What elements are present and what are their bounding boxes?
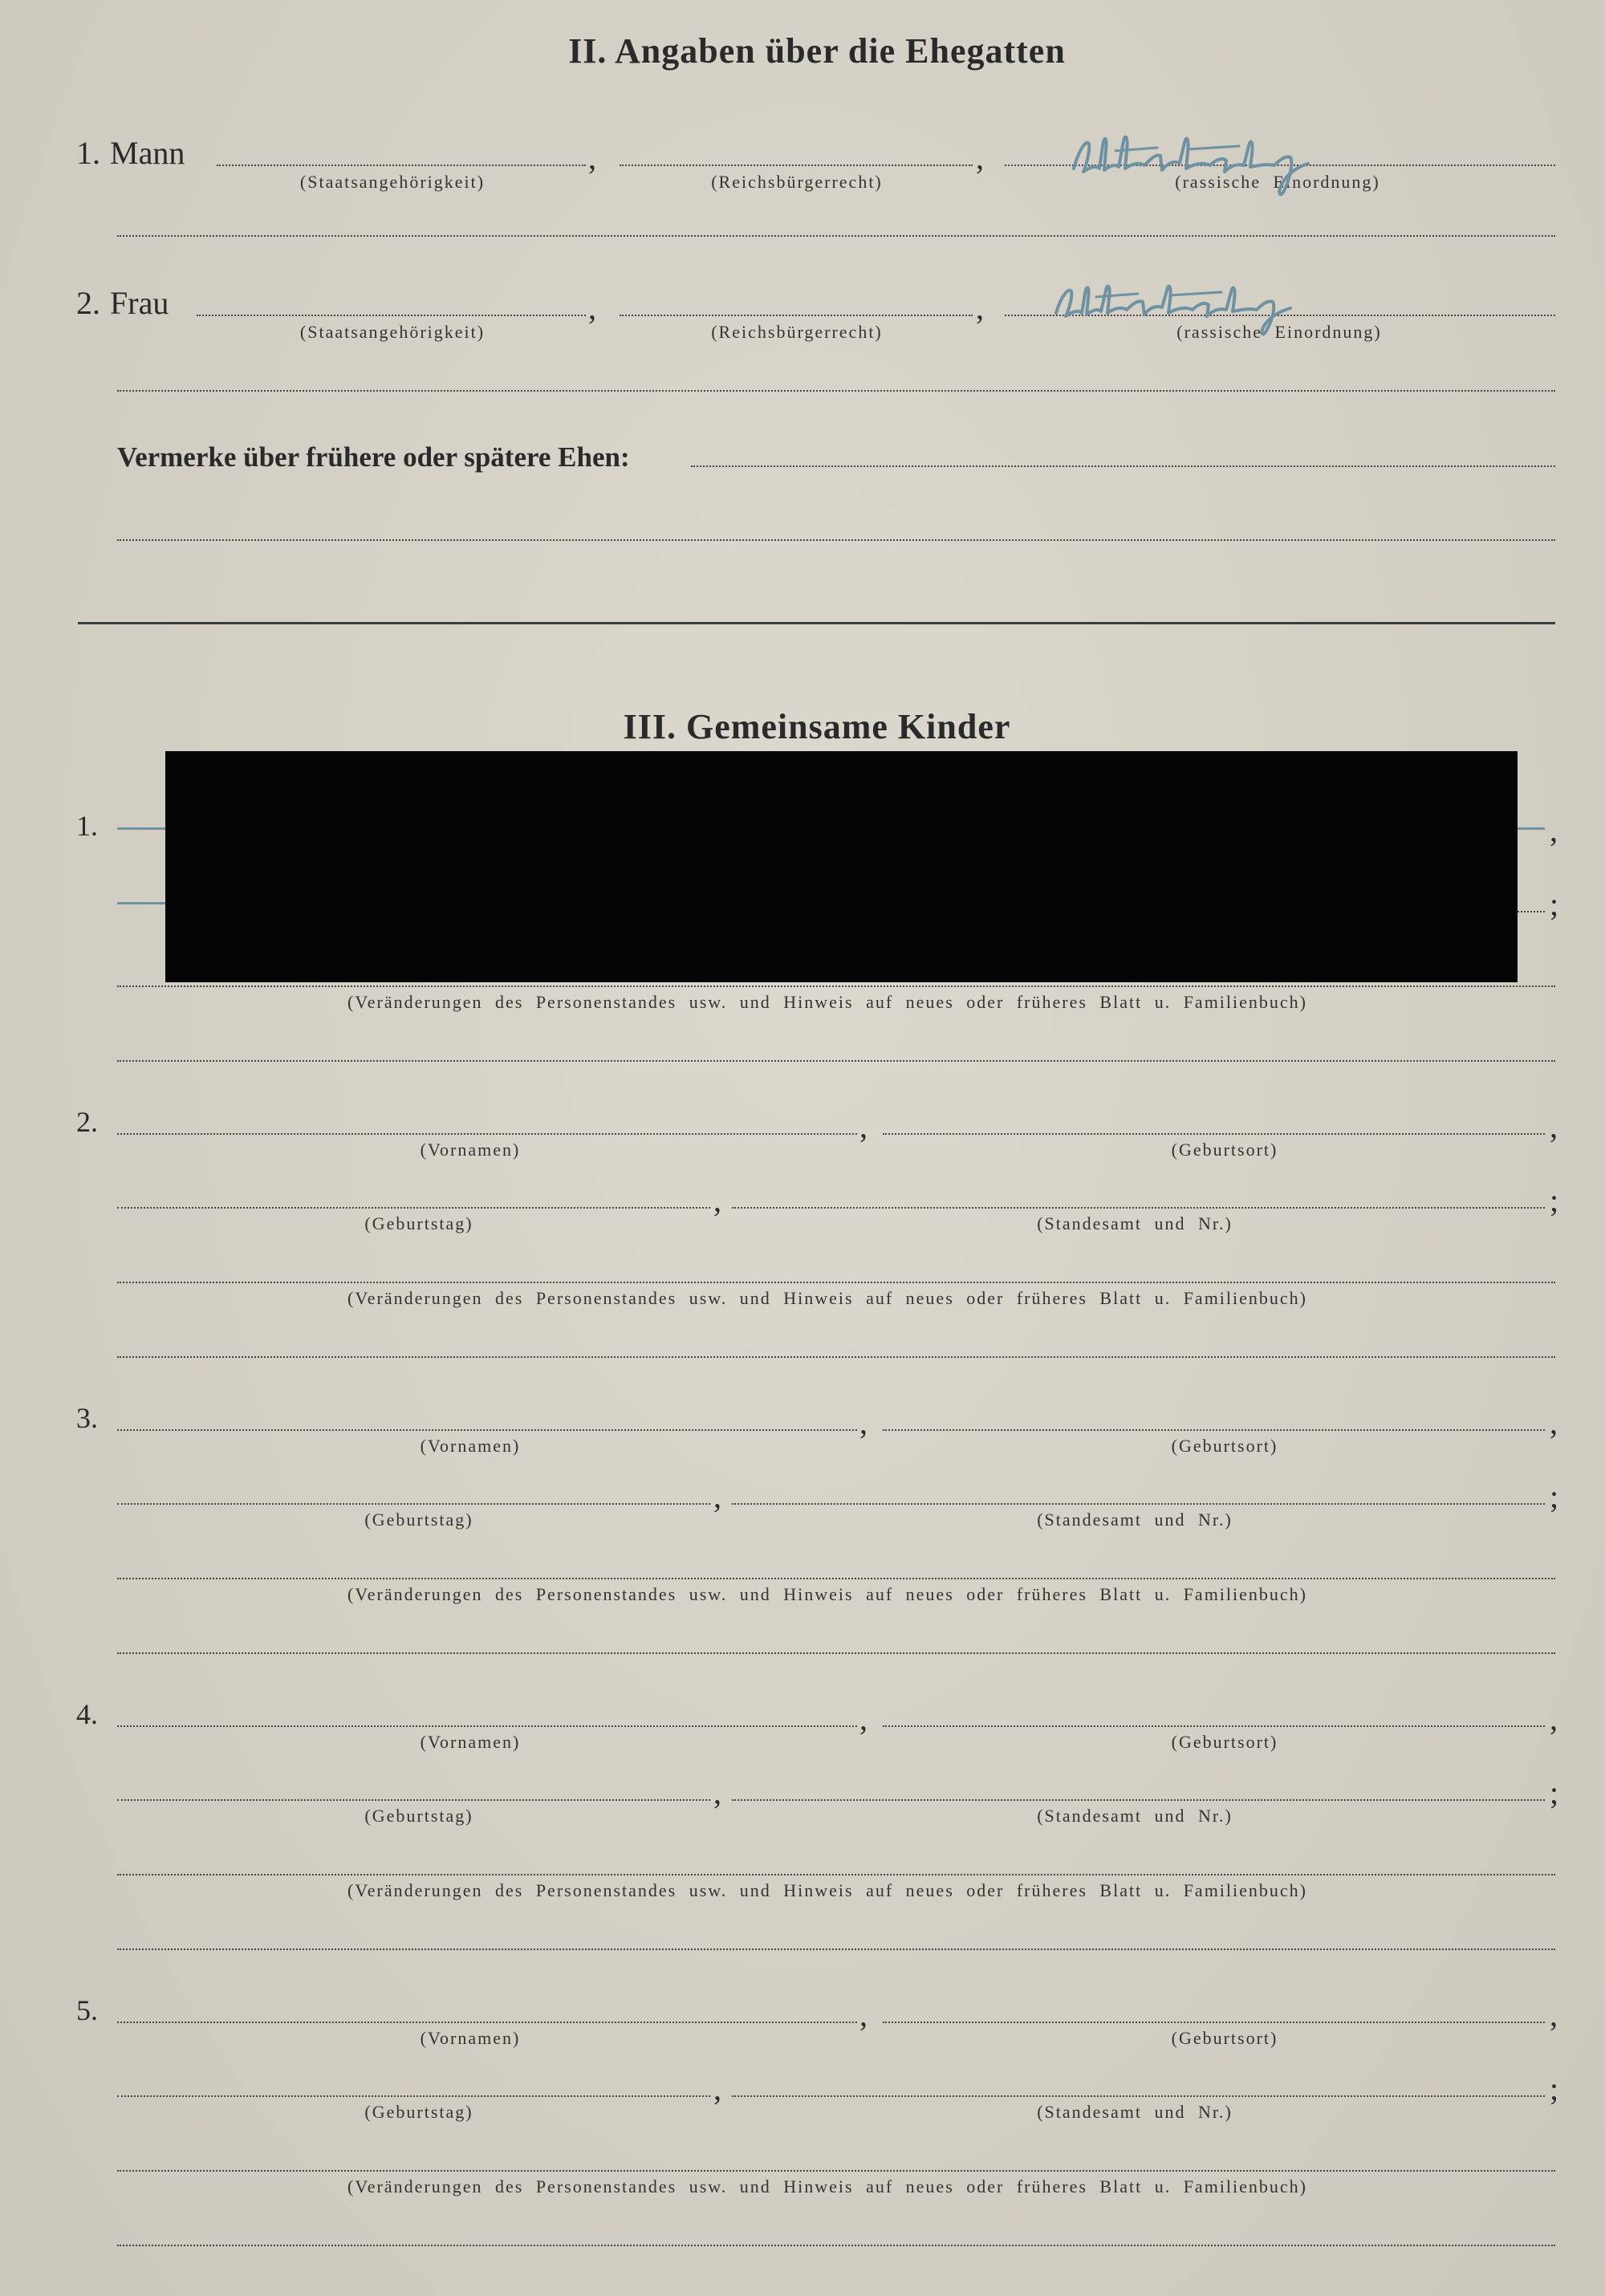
child-5-birthplace-label: (Geburtsort) [1171,2028,1278,2048]
child-5-changes-field [117,2170,1555,2172]
child-3-comma-3: , [713,1478,721,1514]
husband-citizenship-label: (Staatsangehörigkeit) [299,172,486,192]
child-5-comma-1: , [859,1997,868,2033]
child-2-extra-line [117,1356,1555,1358]
husband-extra-line [117,235,1555,237]
child-3-birthplace-label: (Geburtsort) [1171,1436,1278,1456]
child-5-birth-date-field [117,2095,710,2097]
child-2-semicolon: ; [1550,1182,1559,1218]
child-1-pencil-stroke-3 [1518,827,1545,830]
child-5-semicolon: ; [1550,2070,1559,2107]
marriage-notes-field [691,465,1555,467]
child-4-given-names-label: (Vornamen) [420,1732,521,1752]
child-1-changes-label: (Veränderungen des Personenstandes usw. und Hinweis auf neues oder früheres Blatt u. Familienbuch) [347,992,1307,1012]
wife-handwritten-entry [1050,273,1314,337]
child-1-pencil-stroke-2 [117,902,165,904]
child-2-given-names-label: (Vornamen) [420,1140,521,1160]
husband-comma-2: , [976,140,984,176]
section-iii-title: III. Gemeinsame Kinder [623,707,1011,746]
child-3-birth-date-field [117,1503,710,1505]
husband-label: Mann [110,135,185,171]
child-4-birthplace-field [883,1725,1545,1727]
child-2-number: 2. [76,1106,98,1138]
child-2-birth-date-field [117,1207,710,1209]
child-3-extra-line [117,1652,1555,1654]
wife-citizenship-label: (Staatsangehörigkeit) [299,322,486,342]
marriage-notes-extra-line [117,539,1555,541]
child-3-birth-date-label: (Geburtstag) [364,1510,473,1530]
child-1-comma-end: , [1550,812,1558,848]
child-4-comma-1: , [859,1701,868,1737]
child-3-number: 3. [76,1402,98,1434]
child-3-comma-2: , [1550,1404,1558,1441]
child-2-registry-office-field [732,1207,1545,1209]
child-2-birthplace-label: (Geburtsort) [1171,1140,1278,1160]
wife-label: Frau [110,285,169,321]
child-4-birth-date-field [117,1799,710,1801]
wife-reich-citizenship-label: (Reichsbürgerrecht) [711,322,883,342]
wife-number: 2. [76,285,100,321]
wife-racial-classification-label: (rassische Einordnung) [1176,322,1382,342]
child-5-registry-office-label: (Standesamt und Nr.) [1037,2102,1233,2122]
child-1-registry-field-end [1518,911,1545,912]
child-2-changes-label: (Veränderungen des Personenstandes usw. und Hinweis auf neues oder früheres Blatt u. Familienbuch) [347,1288,1307,1308]
child-2-registry-office-label: (Standesamt und Nr.) [1037,1213,1233,1233]
child-5-registry-office-field [732,2095,1545,2097]
wife-comma-2: , [976,290,984,326]
section-divider [78,622,1555,624]
child-1-extra-line [117,1060,1555,1062]
wife-row-label [76,287,169,319]
child-2-birth-date-label: (Geburtstag) [364,1213,473,1233]
child-1-semicolon: ; [1550,886,1559,922]
child-4-comma-2: , [1550,1701,1558,1737]
husband-racial-classification-label: (rassische Einordnung) [1175,172,1380,192]
child-2-birthplace-field [883,1133,1545,1135]
child-4-changes-field [117,1874,1555,1875]
child-3-changes-field [117,1578,1555,1579]
child-5-birth-date-label: (Geburtstag) [364,2102,473,2122]
husband-comma-1: , [588,140,596,176]
redaction-box [165,751,1518,982]
child-4-semicolon: ; [1550,1774,1559,1810]
child-3-registry-office-label: (Standesamt und Nr.) [1037,1510,1233,1530]
child-5-changes-label: (Veränderungen des Personenstandes usw. und Hinweis auf neues oder früheres Blatt u. Familienbuch) [347,2176,1307,2196]
child-3-given-names-field [117,1429,857,1431]
child-3-comma-1: , [859,1404,868,1441]
child-4-registry-office-field [732,1799,1545,1801]
child-4-comma-3: , [713,1774,721,1810]
child-3-given-names-label: (Vornamen) [420,1436,521,1456]
child-1-pencil-stroke-1 [117,827,165,830]
husband-citizenship-field [217,165,586,166]
husband-handwritten-entry [1067,119,1332,199]
child-2-given-names-field [117,1133,857,1135]
child-3-semicolon: ; [1550,1478,1559,1514]
child-5-given-names-label: (Vornamen) [420,2028,521,2048]
child-2-comma-3: , [713,1182,721,1218]
husband-row-label [76,137,185,169]
child-5-extra-line [117,2245,1555,2246]
child-2-comma-2: , [1550,1108,1558,1144]
marriage-notes-label: Vermerke über frühere oder spätere Ehen: [117,441,630,473]
child-5-number: 5. [76,1994,98,2026]
husband-number: 1. [76,135,100,171]
husband-reich-citizenship-field [620,165,973,166]
child-4-registry-office-label: (Standesamt und Nr.) [1037,1806,1233,1826]
husband-reich-citizenship-label: (Reichsbürgerrecht) [711,172,883,192]
child-5-comma-2: , [1550,1997,1558,2033]
wife-reich-citizenship-field [620,315,973,316]
wife-citizenship-field [197,315,586,316]
child-5-given-names-field [117,2022,857,2023]
child-2-comma-1: , [859,1108,868,1144]
child-4-birth-date-label: (Geburtstag) [364,1806,473,1826]
child-1-number: 1. [76,810,98,842]
child-4-changes-label: (Veränderungen des Personenstandes usw. und Hinweis auf neues oder früheres Blatt u. Familienbuch) [347,1880,1307,1900]
child-5-comma-3: , [713,2070,721,2107]
child-1-changes-field [117,985,1555,987]
child-4-extra-line [117,1949,1555,1950]
child-2-changes-field [117,1282,1555,1283]
wife-extra-line [117,390,1555,392]
child-5-birthplace-field [883,2022,1545,2023]
child-3-registry-office-field [732,1503,1545,1505]
child-4-birthplace-label: (Geburtsort) [1171,1732,1278,1752]
child-3-changes-label: (Veränderungen des Personenstandes usw. und Hinweis auf neues oder früheres Blatt u. Familienbuch) [347,1584,1307,1604]
child-4-given-names-field [117,1725,857,1727]
section-ii-title: II. Angaben über die Ehegatten [568,31,1066,71]
wife-comma-1: , [588,290,596,326]
child-4-number: 4. [76,1698,98,1730]
child-3-birthplace-field [883,1429,1545,1431]
